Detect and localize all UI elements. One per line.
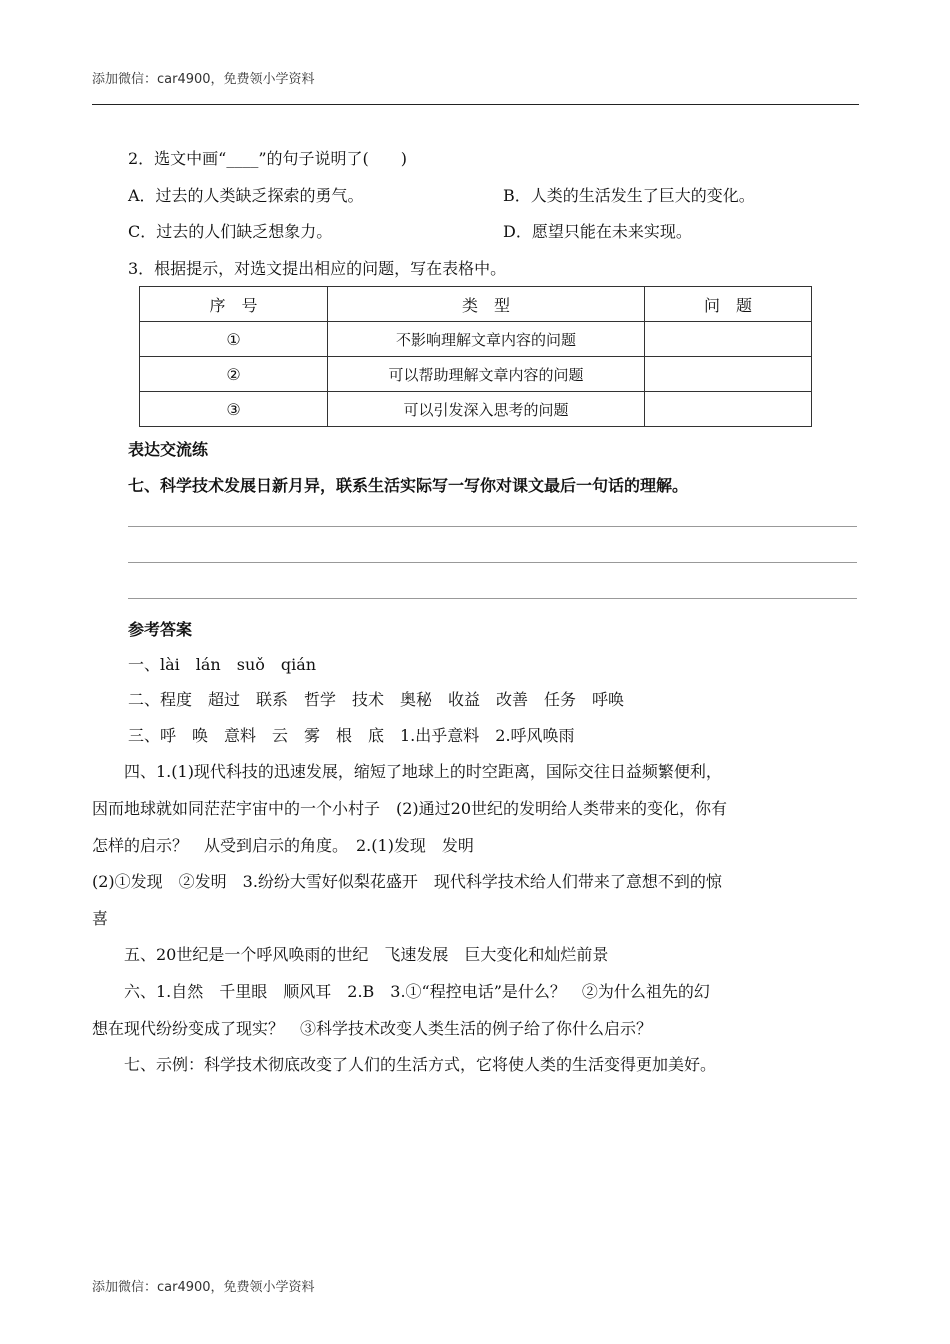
question-table: [139, 286, 812, 427]
row-type: 可以帮助理解文章内容的问题: [328, 357, 645, 392]
q2-option-b: B．人类的生活发生了巨大的变化。: [503, 186, 755, 205]
row-answer-cell[interactable]: [645, 357, 812, 392]
q2-stem: 2．选文中画“____”的句子说明了( ): [128, 149, 408, 168]
q2-option-d: D．愿望只能在未来实现。: [503, 222, 692, 241]
row-answer-cell[interactable]: [645, 392, 812, 427]
row-type: 不影响理解文章内容的问题: [328, 322, 645, 357]
header-cell-question: 问 题: [645, 287, 812, 322]
row-type: 可以引发深入思考的问题: [328, 392, 645, 427]
answer-line-4: 四、1.(1)现代科技的迅速发展，缩短了地球上的时空距离，国际交往日益频繁便利，: [92, 762, 722, 781]
writing-line[interactable]: [128, 562, 857, 563]
answers-title: 参考答案: [128, 620, 193, 639]
answer-line-6: 怎样的启示？ 从受到启示的角度。 2.(1)发现 发明: [92, 836, 474, 855]
writing-line[interactable]: [128, 598, 857, 599]
footer-note: 添加微信：car4900，免费领小学资料: [92, 1280, 315, 1295]
table-row: [140, 322, 812, 357]
row-answer-cell[interactable]: [645, 322, 812, 357]
answer-line-3: 三、呼 唤 意料 云 雾 根 底 1.出乎意料 2.呼风唤雨: [128, 726, 575, 745]
table-row: [140, 357, 812, 392]
header-note: 添加微信：car4900，免费领小学资料: [92, 72, 315, 87]
q2-option-a: A．过去的人类缺乏探索的勇气。: [128, 186, 364, 205]
row-number: ②: [140, 357, 328, 392]
answer-line-2: 二、程度 超过 联系 哲学 技术 奥秘 收益 改善 任务 呼唤: [128, 690, 625, 709]
answer-line-9: 五、20世纪是一个呼风唤雨的世纪 飞速发展 巨大变化和灿烂前景: [92, 945, 609, 964]
q7-prompt: 七、科学技术发展日新月异，联系生活实际写一写你对课文最后一句话的理解。: [128, 476, 689, 495]
answer-line-8: 喜: [92, 909, 109, 928]
q2-option-c: C．过去的人们缺乏想象力。: [128, 222, 333, 241]
row-number: ①: [140, 322, 328, 357]
answer-line-5: 因而地球就如同茫茫宇宙中的一个小村子 (2)通过20世纪的发明给人类带来的变化，你有: [92, 799, 728, 818]
row-number: ③: [140, 392, 328, 427]
section-title: 表达交流练: [128, 440, 209, 459]
answer-line-10: 六、1.自然 千里眼 顺风耳 2.B 3.①“程控电话”是什么？ ②为什么祖先的幻: [92, 982, 710, 1001]
header-cell-number: 序 号: [140, 287, 328, 322]
writing-line[interactable]: [128, 526, 857, 527]
answer-line-12: 七、示例：科学技术彻底改变了人们的生活方式，它将使人类的生活变得更加美好。: [92, 1055, 717, 1074]
answer-line-1: 一、lài lán suǒ qián: [128, 655, 317, 674]
answer-line-11: 想在现代纷纷变成了现实？ ③科学技术改变人类生活的例子给了你什么启示？: [92, 1019, 653, 1038]
answer-line-7: (2)①发现 ②发明 3.纷纷大雪好似梨花盛开 现代科学技术给人们带来了意想不到的惊: [92, 872, 722, 891]
table-header-row: [140, 287, 812, 322]
header-divider: [92, 104, 859, 105]
header-cell-type: 类 型: [328, 287, 645, 322]
table-row: [140, 392, 812, 427]
q3-stem: 3．根据提示，对选文提出相应的问题，写在表格中。: [128, 259, 507, 278]
